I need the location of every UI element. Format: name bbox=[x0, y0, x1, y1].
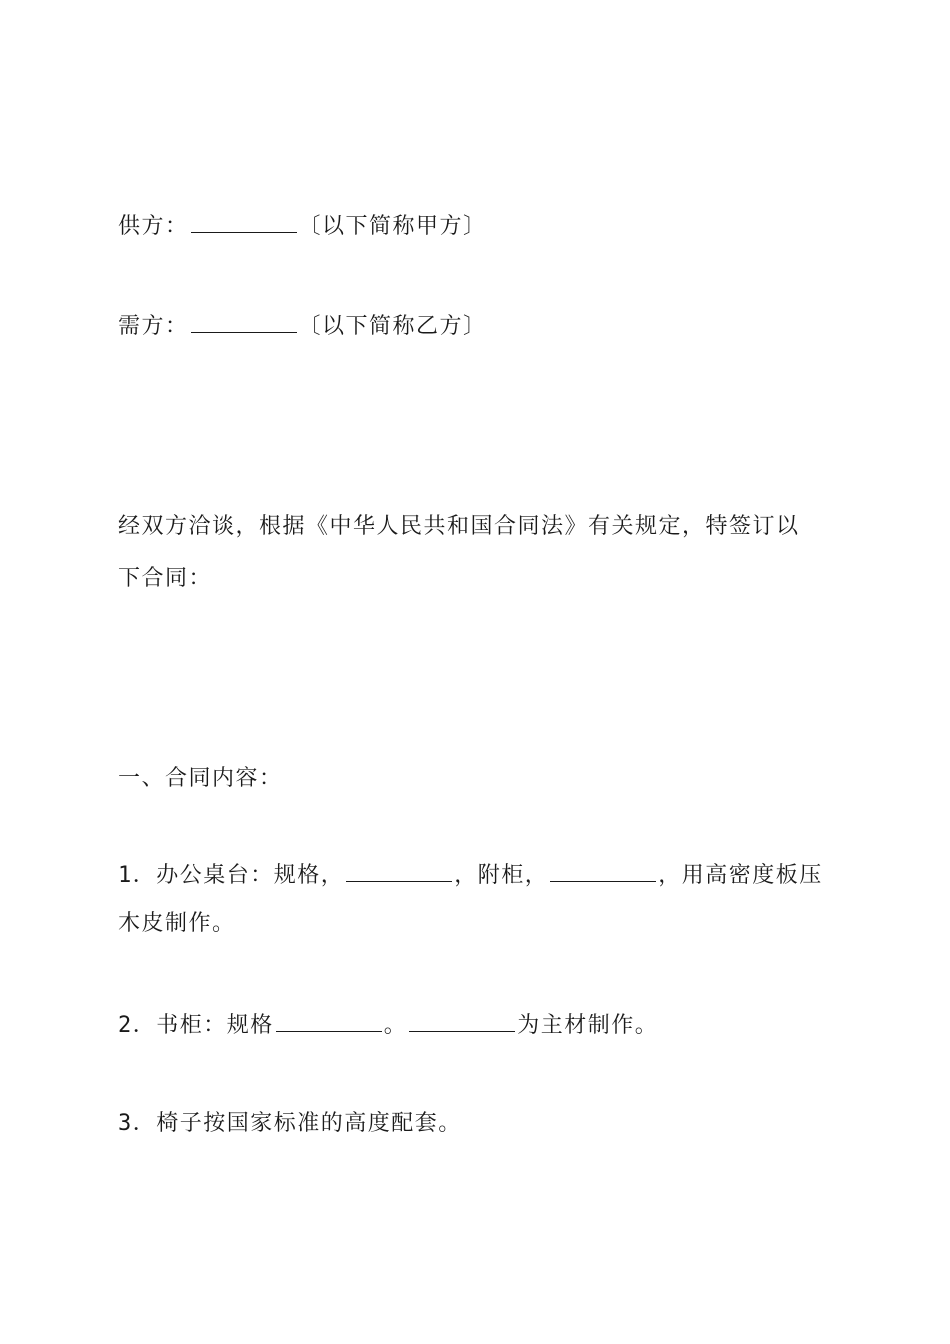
item-1-suffix: ，用高密度板压 bbox=[658, 863, 823, 888]
item-3-line: 3．椅子按国家标准的高度配套。 bbox=[118, 1111, 462, 1136]
item-1-mid: ，附柜， bbox=[454, 863, 549, 888]
party-b-line bbox=[118, 300, 838, 353]
preamble-line-2: 下合同： bbox=[118, 566, 213, 591]
party-a-line bbox=[118, 200, 838, 253]
preamble-line-1: 经双方洽谈，根据《中华人民共和国合同法》有关规定，特签订以 bbox=[118, 514, 800, 539]
party-b-suffix: 〔以下简称乙方〕 bbox=[298, 314, 487, 339]
party-b-name-blank[interactable] bbox=[191, 312, 297, 333]
party-a-label: 供方： bbox=[118, 214, 189, 239]
section-1-heading: 一、合同内容： bbox=[118, 766, 283, 791]
item-2-line bbox=[118, 999, 838, 1052]
item-2-suffix: 为主材制作。 bbox=[517, 1013, 659, 1038]
party-a-suffix: 〔以下简称甲方〕 bbox=[298, 214, 487, 239]
item-2-material-blank[interactable] bbox=[409, 1011, 515, 1032]
item-1-prefix: 1．办公桌台：规格， bbox=[118, 863, 345, 888]
party-b-label: 需方： bbox=[118, 314, 189, 339]
item-1-line-1 bbox=[118, 849, 838, 902]
item-1-line-2: 木皮制作。 bbox=[118, 911, 236, 936]
item-1-cabinet-blank[interactable] bbox=[550, 861, 656, 882]
item-2-mid: 。 bbox=[383, 1013, 408, 1038]
item-2-prefix: 2．书柜：规格 bbox=[118, 1013, 274, 1038]
item-1-spec-blank[interactable] bbox=[346, 861, 452, 882]
party-a-name-blank[interactable] bbox=[191, 212, 297, 233]
item-2-spec-blank[interactable] bbox=[276, 1011, 382, 1032]
